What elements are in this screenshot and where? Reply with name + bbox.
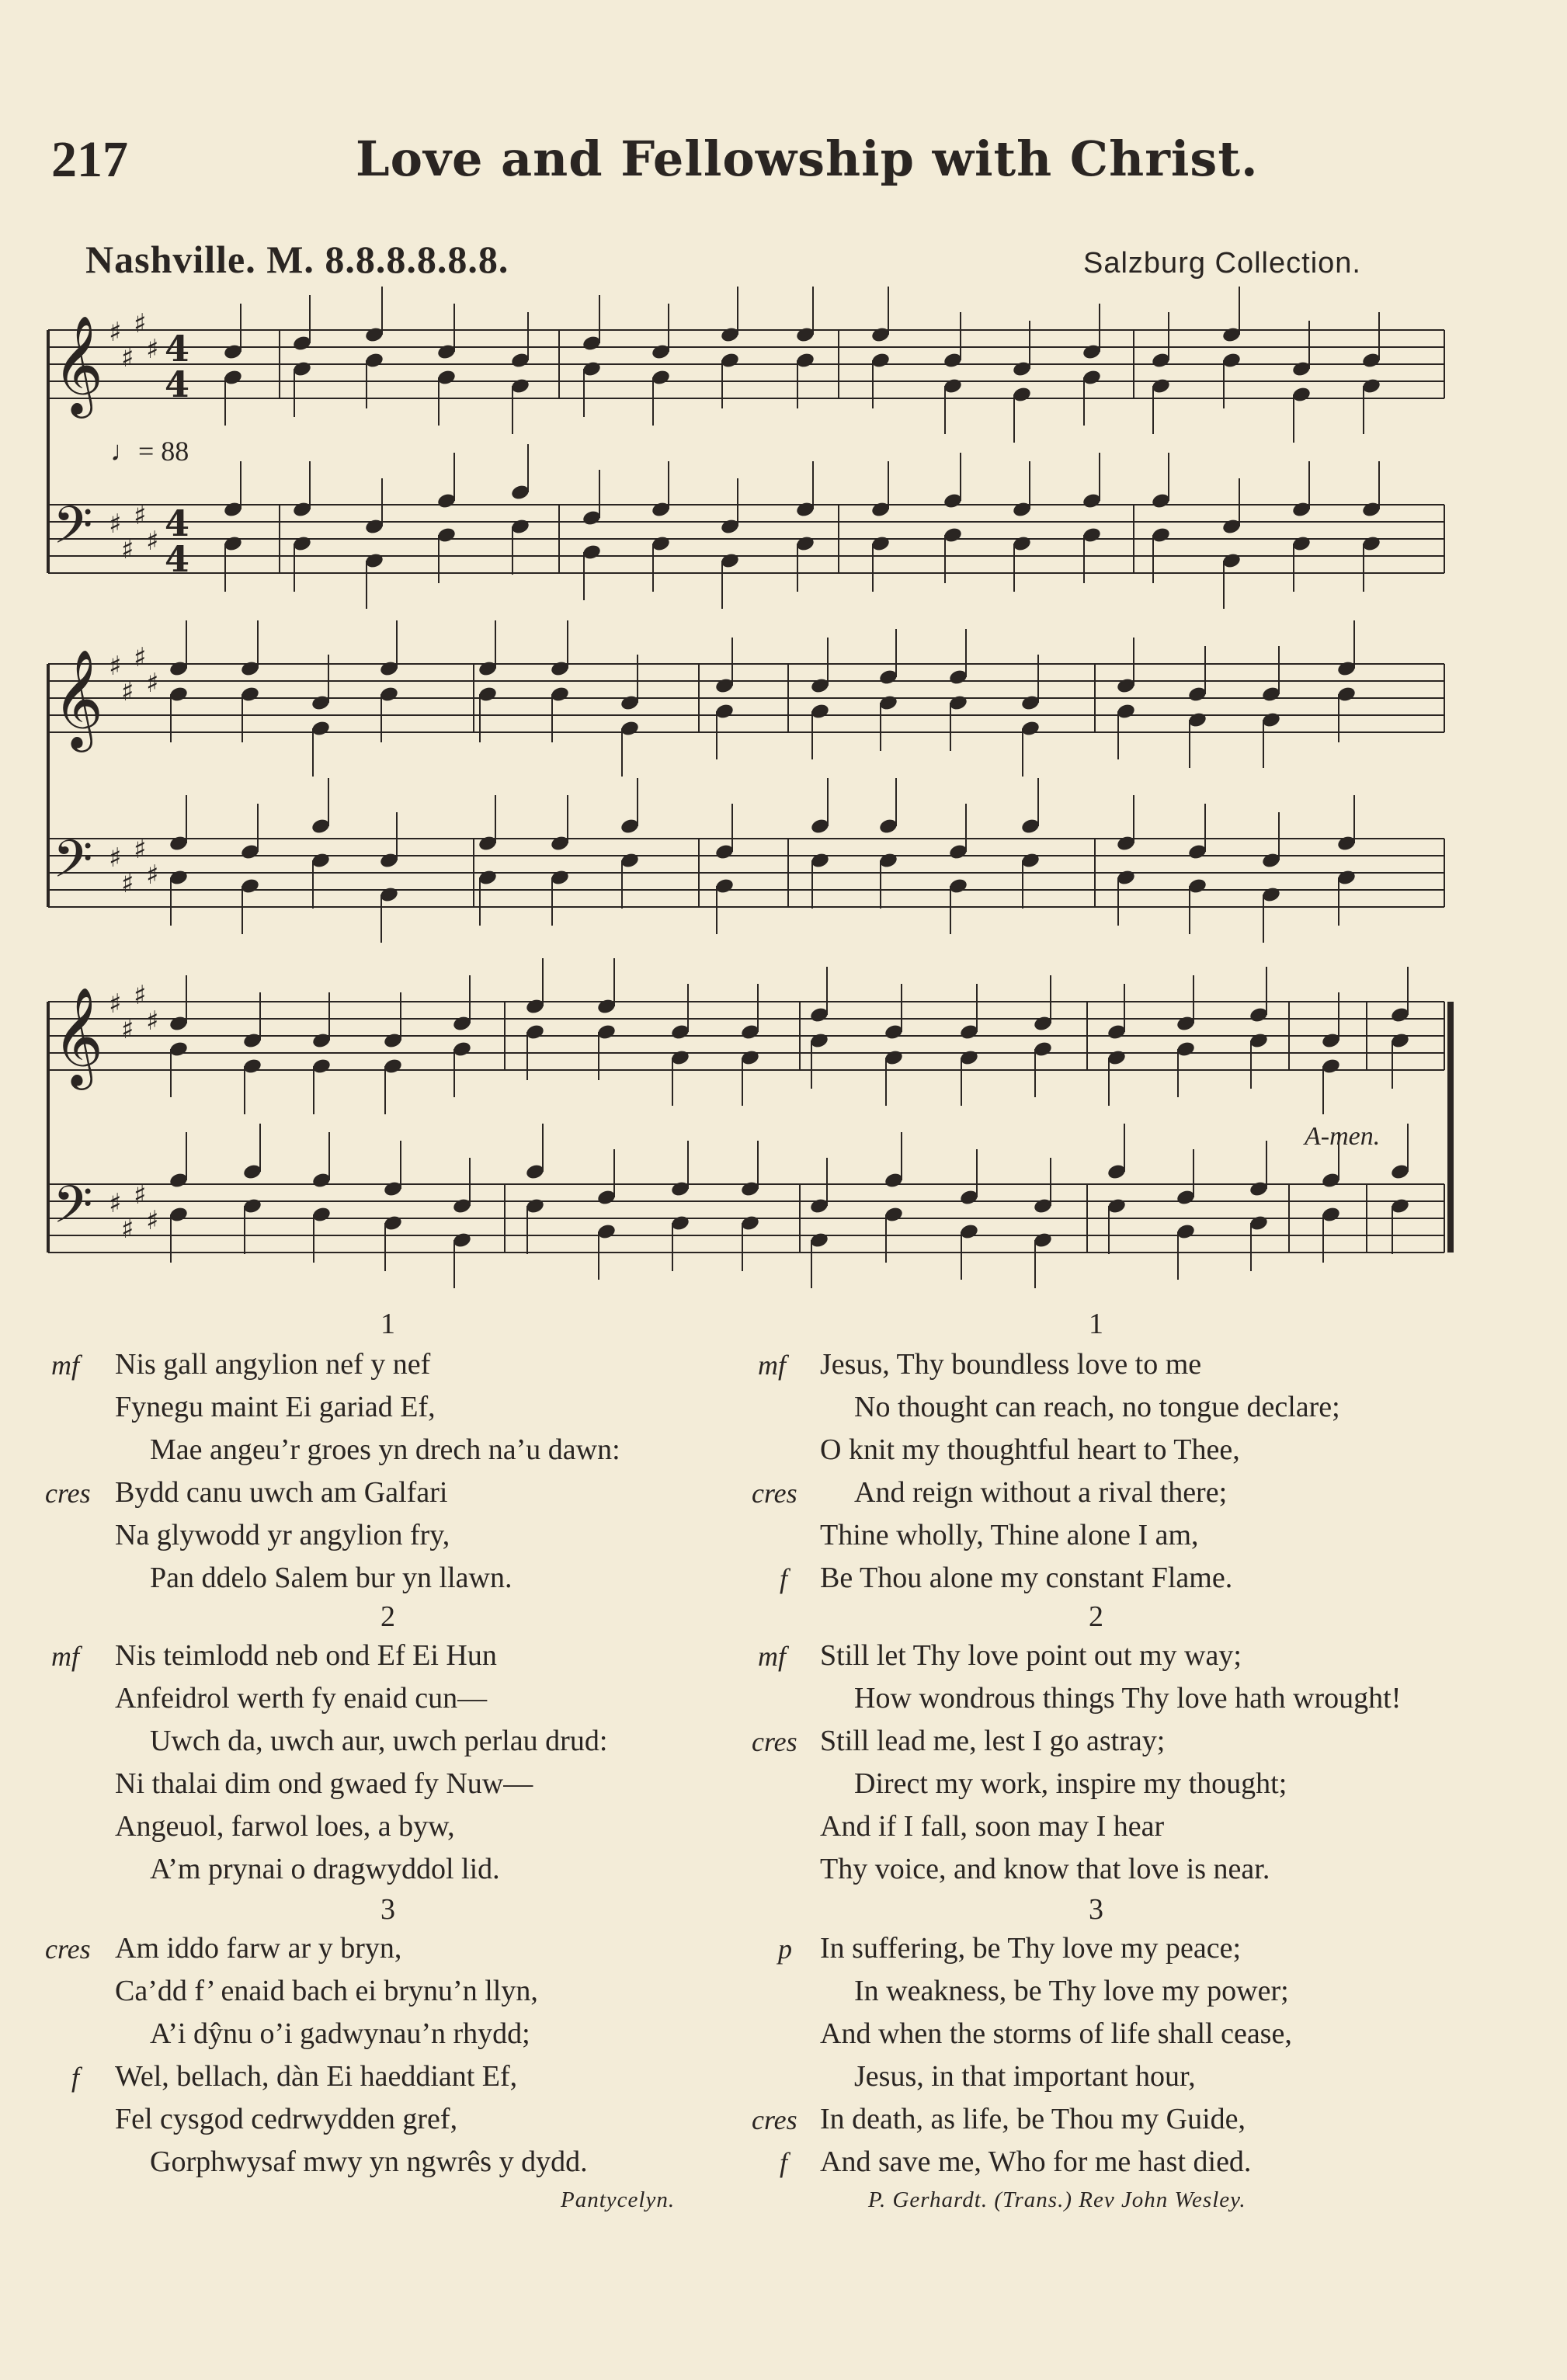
sharp-icon: ♯: [146, 860, 159, 891]
verse-line: In death, as life, be Thou my Guide,: [820, 2103, 1246, 2135]
sharp-icon: ♯: [134, 1180, 147, 1211]
sharp-icon: ♯: [134, 642, 147, 673]
verse-number: 1: [380, 1308, 395, 1340]
sharp-icon: ♯: [134, 308, 147, 339]
verse-line: Bydd canu uwch am Galfari: [115, 1476, 448, 1509]
time-signature: 4: [165, 502, 190, 544]
dynamic-marking: mf: [758, 1350, 786, 1381]
sharp-icon: ♯: [121, 1214, 134, 1245]
verse-line: Fynegu maint Ei gariad Ef,: [115, 1391, 436, 1423]
welsh-author: Pantycelyn.: [561, 2187, 676, 2212]
sharp-icon: ♯: [109, 1188, 122, 1219]
verse-line: Uwch da, uwch aur, uwch perlau drud:: [150, 1725, 608, 1757]
sharp-icon: ♯: [146, 334, 159, 365]
verse-number: 2: [1089, 1600, 1103, 1633]
dynamic-marking: cres: [45, 1478, 91, 1509]
dynamic-marking: mf: [758, 1641, 786, 1672]
verse-line: Na glywodd yr angylion fry,: [115, 1519, 450, 1551]
time-signature: 4: [165, 538, 190, 580]
verse-line: Thy voice, and know that love is near.: [820, 1853, 1270, 1885]
verse-number: 2: [380, 1600, 395, 1633]
verse-line: And save me, Who for me hast died.: [820, 2145, 1252, 2178]
time-signature: 4: [165, 328, 190, 370]
verse-line: How wondrous things Thy love hath wrought!: [854, 1682, 1402, 1715]
verse-line: In suffering, be Thy love my peace;: [820, 1932, 1242, 1965]
sharp-icon: ♯: [121, 534, 134, 565]
sharp-icon: ♯: [109, 317, 122, 348]
verse-line: Anfeidrol werth fy enaid cun—: [115, 1682, 488, 1715]
verse-line: Angeuol, farwol loes, a byw,: [115, 1810, 455, 1843]
verse-number: 3: [380, 1893, 395, 1926]
sharp-icon: ♯: [134, 500, 147, 531]
page-title: Love and Fellowship with Christ.: [356, 130, 1259, 187]
verse-line: Jesus, in that important hour,: [854, 2060, 1196, 2093]
time-signature: 4: [165, 363, 190, 405]
sharp-icon: ♯: [121, 676, 134, 707]
verse-line: Gorphwysaf mwy yn ngwrês y dydd.: [150, 2145, 588, 2178]
dynamic-marking: cres: [752, 1478, 797, 1509]
dynamic-marking: mf: [51, 1641, 79, 1672]
sharp-icon: ♯: [134, 834, 147, 865]
treble-clef-icon: 𝄞: [53, 986, 104, 1086]
verse-line: Wel, bellach, dàn Ei haeddiant Ef,: [115, 2060, 518, 2093]
verse-line: And when the storms of life shall cease,: [820, 2017, 1292, 2050]
sharp-icon: ♯: [146, 1205, 159, 1236]
verse-number: 1: [1089, 1308, 1103, 1340]
sharp-icon: ♯: [121, 342, 134, 374]
page-number: 217: [51, 131, 128, 188]
sharp-icon: ♯: [121, 1014, 134, 1045]
verse-line: Nis gall angylion nef y nef: [115, 1348, 431, 1381]
english-author: P. Gerhardt. (Trans.) Rev John Wesley.: [868, 2187, 1246, 2212]
dynamic-marking: f: [780, 2147, 788, 2178]
verse-line: In weakness, be Thy love my power;: [854, 1975, 1289, 2007]
sharp-icon: ♯: [109, 988, 122, 1020]
verse-line: Still lead me, lest I go astray;: [820, 1725, 1166, 1757]
verse-line: Ni thalai dim ond gwaed fy Nuw—: [115, 1767, 533, 1800]
verse-line: Be Thou alone my constant Flame.: [820, 1562, 1233, 1594]
verse-line: Thine wholly, Thine alone I am,: [820, 1519, 1199, 1551]
sharp-icon: ♯: [109, 509, 122, 540]
treble-clef-icon: 𝄞: [53, 648, 104, 748]
dynamic-marking: cres: [752, 2104, 797, 2135]
verse-line: Ca’dd f’ enaid bach ei brynu’n llyn,: [115, 1975, 538, 2007]
sharp-icon: ♯: [109, 651, 122, 682]
bass-clef-icon: 𝄢: [53, 829, 93, 902]
dynamic-marking: cres: [45, 1934, 91, 1965]
verse-line: Am iddo farw ar y bryn,: [115, 1932, 402, 1965]
tune-name: Nashville. M. 8.8.8.8.8.8.: [85, 238, 509, 281]
verse-line: Fel cysgod cedrwydden gref,: [115, 2103, 458, 2135]
verse-line: And if I fall, soon may I hear: [820, 1810, 1165, 1843]
sharp-icon: ♯: [109, 843, 122, 874]
verse-line: O knit my thoughtful heart to Thee,: [820, 1433, 1240, 1466]
dynamic-marking: f: [780, 1563, 788, 1594]
verse-line: Pan ddelo Salem bur yn llawn.: [150, 1562, 512, 1594]
tempo-marking: ♩= 88: [110, 436, 189, 467]
bass-clef-icon: 𝄢: [53, 1175, 93, 1247]
bass-clef-icon: 𝄢: [53, 495, 93, 568]
dynamic-marking: cres: [752, 1726, 797, 1757]
treble-clef-icon: 𝄞: [53, 314, 104, 414]
sharp-icon: ♯: [146, 668, 159, 699]
verse-line: Still let Thy love point out my way;: [820, 1639, 1242, 1672]
dynamic-marking: p: [778, 1934, 792, 1965]
verse-line: And reign without a rival there;: [854, 1476, 1228, 1509]
verse-line: Direct my work, inspire my thought;: [854, 1767, 1287, 1800]
sharp-icon: ♯: [146, 1006, 159, 1037]
composer-credit: Salzburg Collection.: [1083, 247, 1361, 280]
verse-number: 3: [1089, 1893, 1103, 1926]
verse-line: Nis teimlodd neb ond Ef Ei Hun: [115, 1639, 497, 1672]
verse-line: A’i dŷnu o’i gadwynau’n rhydd;: [150, 2017, 530, 2050]
verse-line: No thought can reach, no tongue declare;: [854, 1391, 1340, 1423]
verse-line: A’m prynai o dragwyddol lid.: [150, 1853, 500, 1885]
dynamic-marking: f: [71, 2062, 80, 2093]
verse-line: Mae angeu’r groes yn drech na’u dawn:: [150, 1433, 620, 1466]
amen-text: A-men.: [1305, 1122, 1381, 1151]
sharp-icon: ♯: [146, 526, 159, 557]
dynamic-marking: mf: [51, 1350, 79, 1381]
verse-line: Jesus, Thy boundless love to me: [820, 1348, 1202, 1381]
sharp-icon: ♯: [121, 868, 134, 899]
sharp-icon: ♯: [134, 980, 147, 1011]
